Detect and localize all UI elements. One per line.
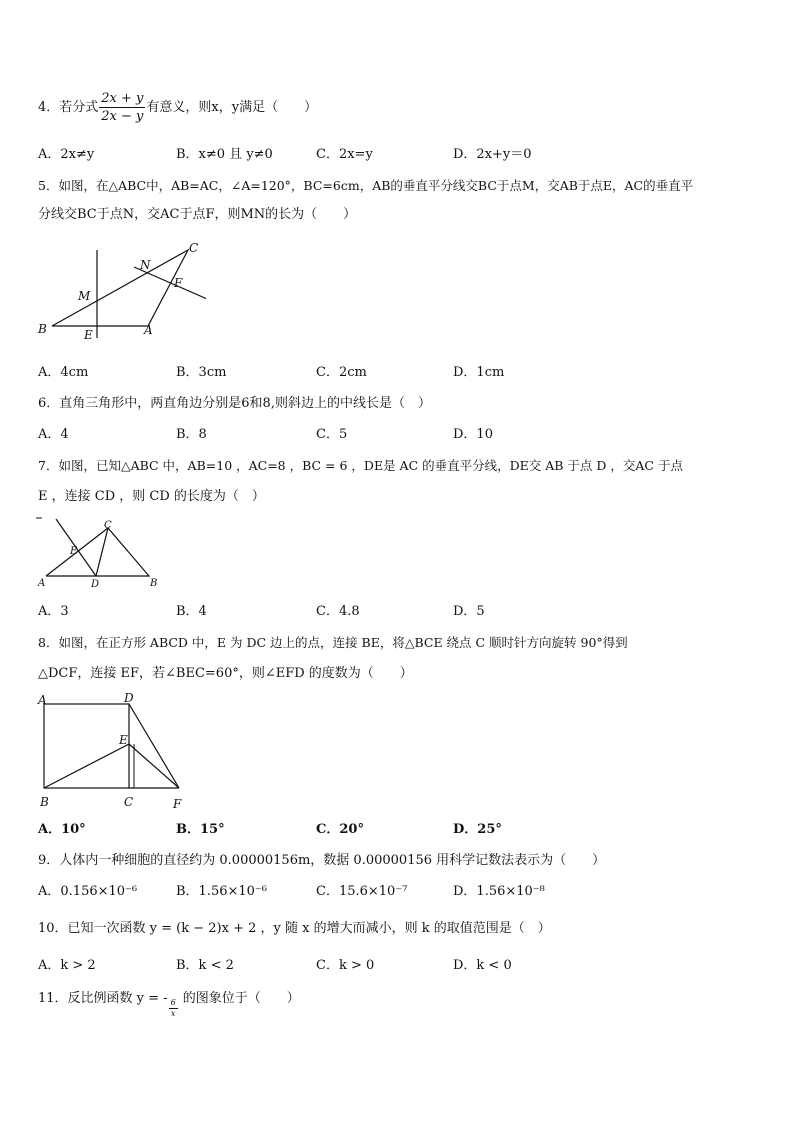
- q7-stem-line1: 7．如图，已知△ABC 中，AB=10 ，AC=8 ，BC = 6 ，DE是 AC 的垂直平分线，DE交 AB 于点 D ，交AC 于点: [38, 458, 683, 473]
- q5-option-c[interactable]: C．2cm: [316, 365, 367, 380]
- q8-option-a[interactable]: A．10°: [38, 822, 86, 837]
- q8-square: [44, 704, 129, 788]
- q5-option-b[interactable]: B．3cm: [176, 365, 227, 380]
- q8-stem-line1: 8．如图，在正方形 ABCD 中，E 为 DC 边上的点，连接 BE，将△BCE 绕点 C 顺时针方向旋转 90°得到: [38, 635, 628, 650]
- q6-option-d[interactable]: D．10: [453, 427, 493, 442]
- q5-label-c: C: [189, 241, 199, 255]
- q5-stem-line2: 分线交BC于点N，交AC于点F，则MN的长为（ ）: [38, 207, 357, 222]
- q5-label-f: F: [174, 276, 183, 290]
- q7-figure: [36, 516, 166, 592]
- q7-label-e: E: [70, 546, 78, 557]
- q8-label-d: D: [124, 691, 134, 705]
- q4-numerator: 2x + y: [101, 91, 144, 106]
- q8-option-d[interactable]: D．25°: [453, 822, 502, 837]
- q5-option-d[interactable]: D．1cm: [453, 365, 505, 380]
- q10-option-c[interactable]: C．k > 0: [316, 958, 375, 973]
- q4-denominator: 2x − y: [101, 109, 144, 124]
- q7-label-c: C: [104, 520, 112, 531]
- q4-option-c[interactable]: C．2x=y: [316, 147, 373, 162]
- q10-stem: 10．已知一次函数 y = (k − 2)x + 2 ，y 随 x 的增大而减小，则 k 的取值范围是（ ）: [38, 921, 551, 936]
- q4-option-a[interactable]: A．2x≠y: [38, 147, 95, 162]
- q5-label-a: A: [144, 323, 153, 337]
- q4-fraction: [99, 90, 145, 125]
- q8-line-df: [129, 704, 179, 788]
- q10-option-b[interactable]: B．k < 2: [176, 958, 234, 973]
- q6-option-b[interactable]: B．8: [176, 427, 207, 442]
- q9-option-d[interactable]: D．1.56×10⁻⁸: [453, 884, 545, 899]
- q5-figure: [36, 240, 206, 348]
- q11-prefix: 11．反比例函数 y = -: [38, 991, 168, 1006]
- q5-option-a[interactable]: A．4cm: [38, 365, 89, 380]
- q5-label-b: B: [38, 322, 47, 336]
- q7-option-b[interactable]: B．4: [176, 604, 207, 619]
- q8-figure: [36, 690, 196, 815]
- q10-option-a[interactable]: A．k > 2: [38, 958, 96, 973]
- q7-label-a: A: [38, 578, 46, 589]
- q9-option-c[interactable]: C．15.6×10⁻⁷: [316, 884, 408, 899]
- q8-label-f: F: [173, 797, 182, 811]
- q6-option-a[interactable]: A．4: [38, 427, 69, 442]
- q7-stem-line2: E ，连接 CD ，则 CD 的长度为（ ）: [38, 489, 265, 504]
- q8-label-e: E: [119, 733, 128, 747]
- q8-line-be: [44, 744, 129, 788]
- q5-stem-line1: 5．如图，在△ABC中，AB=AC，∠A=120°，BC=6cm，AB的垂直平分线交BC于点M，交AB于点E，AC的垂直平: [38, 178, 694, 193]
- q7-label-d: D: [91, 579, 100, 590]
- q5-label-e: E: [84, 328, 93, 342]
- q4-suffix: 有意义，则x，y满足（ ）: [146, 100, 318, 115]
- q7-option-d[interactable]: D．5: [453, 604, 485, 619]
- q10-option-d[interactable]: D．k < 0: [453, 958, 512, 973]
- q8-option-b[interactable]: B．15°: [176, 822, 225, 837]
- q8-label-c: C: [124, 795, 134, 809]
- q5-label-m: M: [78, 289, 91, 303]
- q7-label-b: B: [150, 578, 158, 589]
- q4-stem: [38, 90, 317, 125]
- q5-triangle: [52, 250, 188, 326]
- q6-option-c[interactable]: C．5: [316, 427, 348, 442]
- q8-stem-line2: △DCF，连接 EF，若∠BEC=60°，则∠EFD 的度数为（ ）: [38, 666, 413, 681]
- q7-option-a[interactable]: A．3: [38, 604, 69, 619]
- q4-option-d[interactable]: D．2x+y＝0: [453, 147, 532, 162]
- q11-fraction: [169, 998, 178, 1019]
- q8-option-c[interactable]: C．20°: [316, 822, 364, 837]
- q8-label-b: B: [40, 795, 49, 809]
- q4-prefix: 4．若分式: [38, 100, 99, 115]
- q8-label-a: A: [38, 693, 47, 707]
- q11-numerator: 6: [170, 998, 176, 1007]
- q11-denominator: x: [170, 1009, 176, 1018]
- q9-option-a[interactable]: A．0.156×10⁻⁶: [38, 884, 138, 899]
- q8-line-ef: [129, 744, 179, 788]
- q5-label-n: N: [140, 258, 151, 272]
- q6-stem: 6．直角三角形中，两直角边分别是6和8,则斜边上的中线长是（ ）: [38, 396, 431, 411]
- q9-option-b[interactable]: B．1.56×10⁻⁶: [176, 884, 268, 899]
- q7-option-c[interactable]: C．4.8: [316, 604, 360, 619]
- q11-stem: [38, 990, 300, 1019]
- q11-suffix: 的图象位于（ ）: [178, 991, 300, 1006]
- q9-stem: 9．人体内一种细胞的直径约为 0.00000156m，数据 0.00000156 用科学记数法表示为（ ）: [38, 853, 606, 868]
- q4-option-b[interactable]: B．x≠0 且 y≠0: [176, 147, 273, 162]
